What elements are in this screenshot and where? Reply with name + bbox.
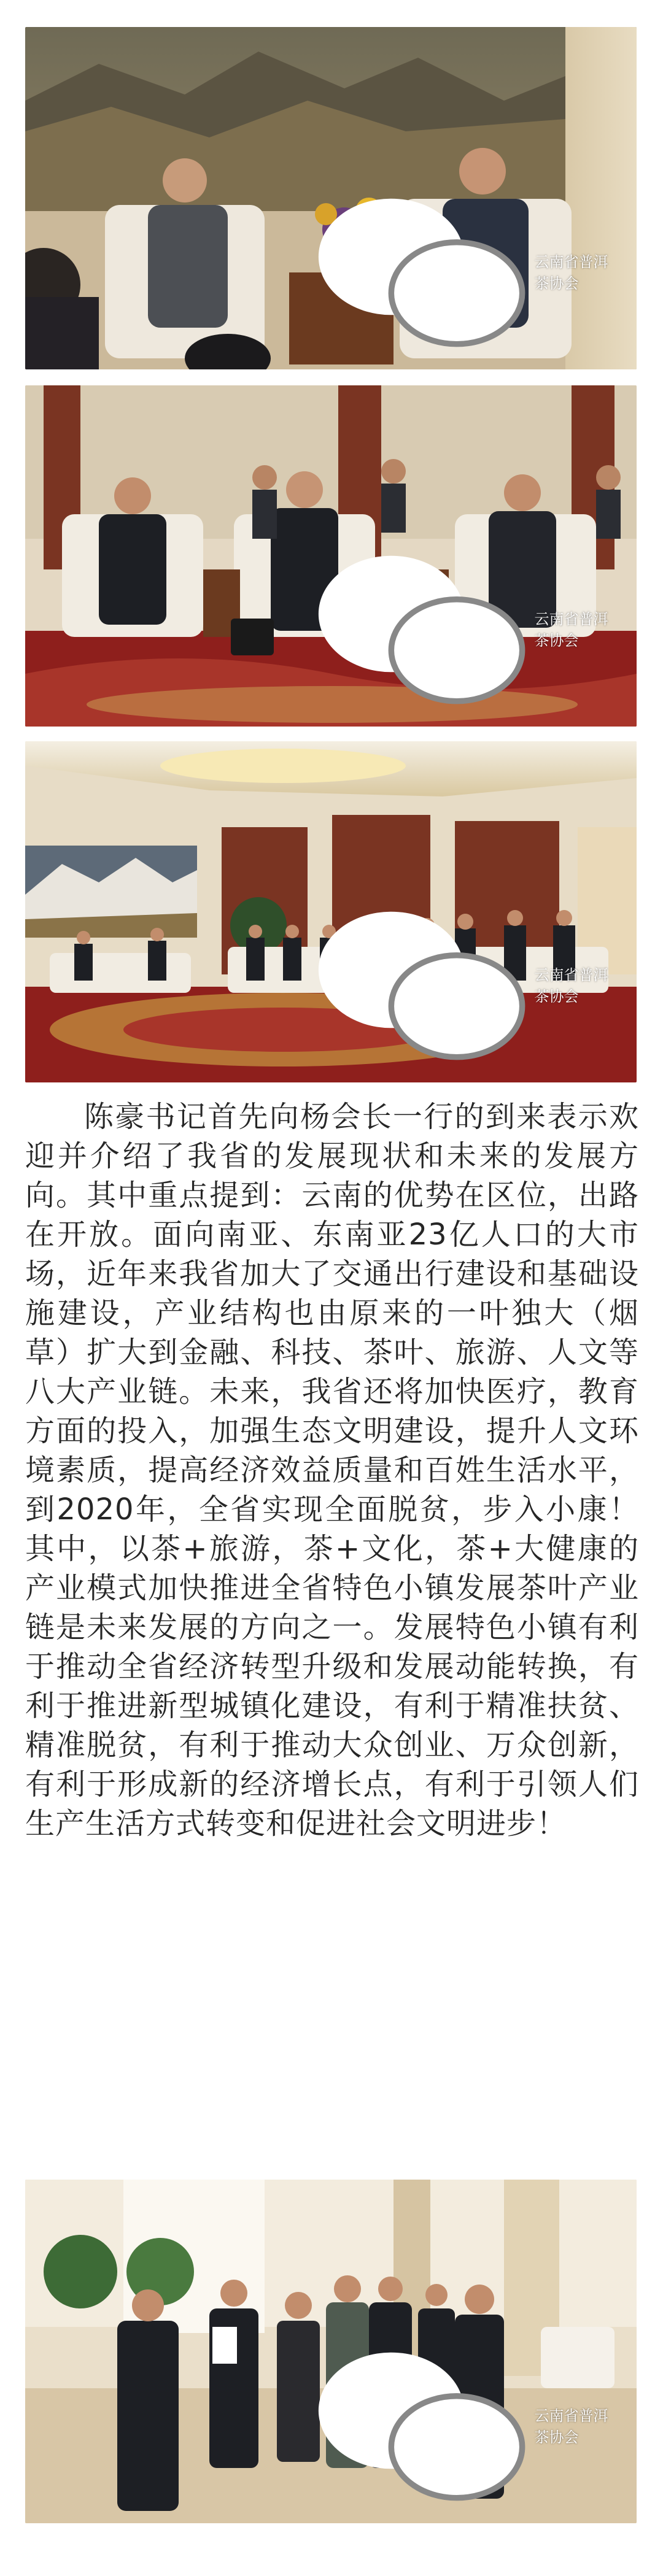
watermark-label: 云南省普洱茶协会 <box>534 966 608 1005</box>
photo-watermark <box>311 184 618 358</box>
article-body <box>25 1097 639 1843</box>
watermark-label: 云南省普洱茶协会 <box>534 253 608 292</box>
wechat-icon <box>311 897 529 1071</box>
photo-watermark <box>311 2338 618 2512</box>
photo-watermark <box>311 897 618 1071</box>
photo-meeting-closeup <box>25 27 637 369</box>
article-paragraph: 陈豪书记首先向杨会长一行的到来表示欢迎并介绍了我省的发展现状和未来的发展方向。其中重点提到：云南的优势在区位，出路在开放。面向南亚、东南亚23亿人口的大市场，近年来我省加大了交通出行建设和基础设施建设，产业结构也由原来的一叶独大（烟草）扩大到金融、科技、茶叶、旅游、人文等八大产业链。未来，我省还将加快医疗，教育方面的投入，加强生态文明建设，提升人文环境素质，提高经济效益质量和百姓生活水平，到2020年，全省实现全面脱贫，步入小康！其中，以茶+旅游，茶+文化，茶+大健康的产业模式加快推进全省特色小镇发展茶叶产业链是未来发展的方向之一。发展特色小镇有利于推动全省经济转型升级和发展动能转换，有利于推进新型城镇化建设，有利于精准扶贫、精准脱贫，有利于推动大众创业、万众创新，有利于形成新的经济增长点，有利于引领人们生产生活方式转变和促进社会文明进步！ <box>25 1100 639 1841</box>
photo-meeting-hall-wide <box>25 741 637 1082</box>
photo-watermark <box>311 541 618 715</box>
watermark-label: 云南省普洱茶协会 <box>534 2407 608 2446</box>
watermark-label: 云南省普洱茶协会 <box>534 610 608 649</box>
photo-group-standing <box>25 2180 637 2523</box>
wechat-icon <box>311 184 529 358</box>
photo-officials-seated <box>25 385 637 727</box>
wechat-icon <box>311 541 529 715</box>
wechat-icon <box>311 2338 529 2512</box>
